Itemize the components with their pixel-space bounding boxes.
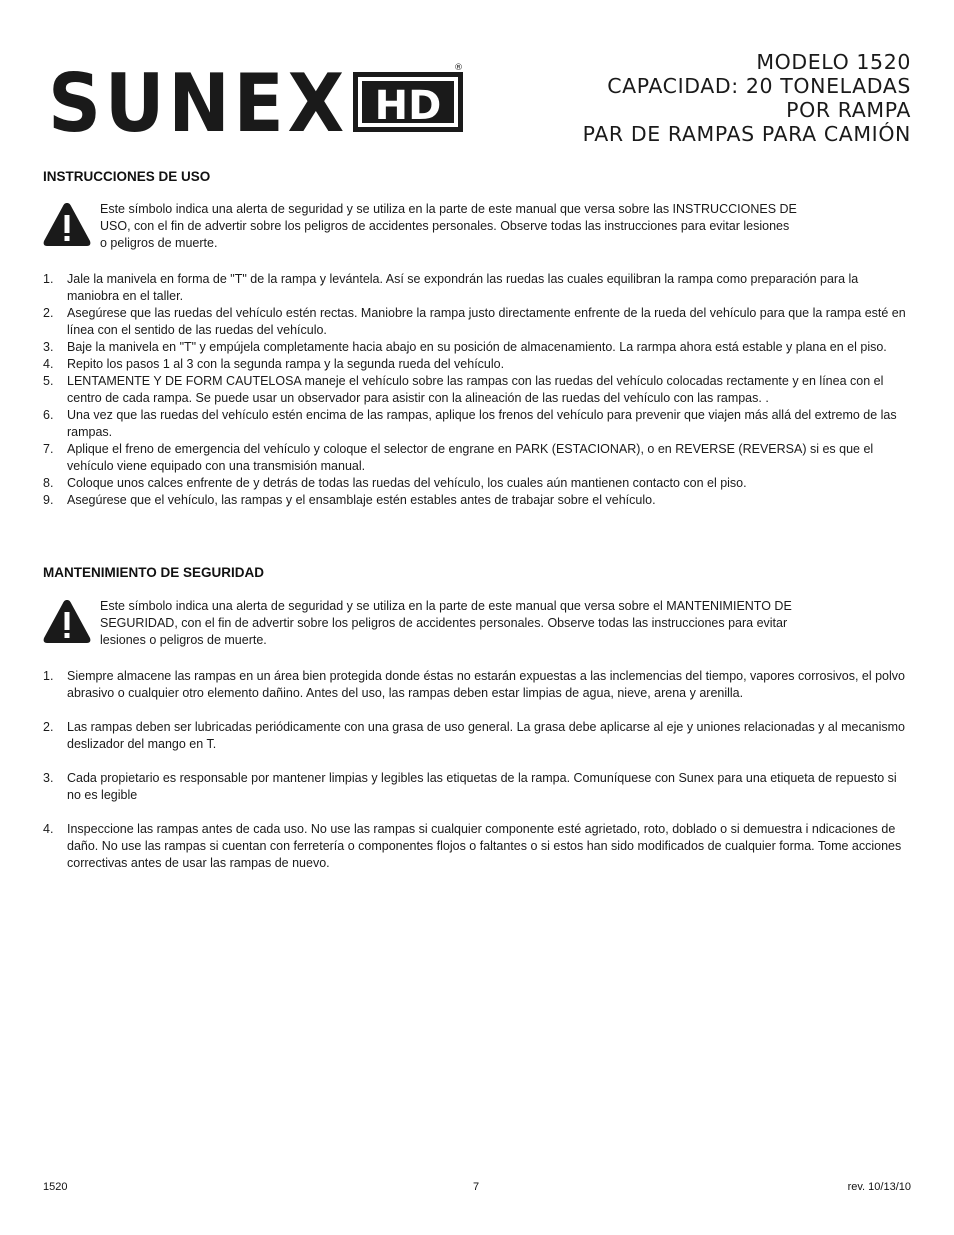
title-capacity: CAPACIDAD: 20 TONELADAS (607, 74, 911, 98)
step-number: 1. (43, 669, 54, 683)
warning-text-use (100, 201, 870, 252)
step-text: LENTAMENTE Y DE FORM CAUTELOSA maneje el vehículo sobre las rampas con las ruedas del vehículo colocadas rectamente y en línea con el centro de cada rampa. Se puede usar un observador para asistir con la alineación de las ruedas del vehículo con las rampas. . (67, 374, 884, 405)
step-text: Inspeccione las rampas antes de cada uso. No use las rampas si cualquier componente esté agrietado, roto, doblado o si demuestra i ndicaciones de daño. No use las rampas si cuentan con ferretería o componentes flojos o faltantes o si estos han sido modificados de cualquier forma. Tome acciones correctivas antes de usar las rampas de nuevo. (67, 822, 902, 870)
list-item (43, 356, 913, 373)
warning-line: o peligros de muerte. (100, 236, 218, 250)
step-number: 4. (43, 357, 54, 371)
sunex-hd-logo (48, 62, 468, 138)
footer-page-number: 7 (473, 1181, 480, 1193)
step-number: 8. (43, 476, 54, 490)
title-per-ramp: POR RAMPA (786, 98, 911, 122)
step-text: Coloque unos calces enfrente de y detrás de todas las ruedas del vehículo, los cuales aún mantienen contacto con el piso. (67, 476, 747, 490)
step-number: 4. (43, 822, 54, 836)
warning-line: lesiones o peligros de muerte. (100, 633, 267, 647)
use-steps-list (43, 271, 913, 509)
step-text: Una vez que las ruedas del vehículo estén encima de las rampas, aplique los frenos del vehículo para prevenir que viajen más allá del extremo de las rampas. (67, 408, 897, 439)
list-item (43, 770, 913, 804)
step-text: Cada propietario es responsable por mantener limpias y legibles las etiquetas de la rampa. Comuníquese con Sunex para una etiqueta de repuesto si no es legible (67, 771, 897, 802)
step-number: 3. (43, 340, 54, 354)
document-title (583, 50, 911, 146)
warning-text-maintenance (100, 598, 870, 649)
step-text: Repito los pasos 1 al 3 con la segunda rampa y la segunda rueda del vehículo. (67, 357, 505, 371)
step-text: Las rampas deben ser lubricadas periódicamente con una grasa de uso general. La grasa debe aplicarse al eje y uniones relacionadas y al mecanismo deslizador del mango en T. (67, 720, 906, 751)
step-text: Baje la manivela en "T" y empújela completamente hacia abajo en su posición de almacenamiento. La rarmpa ahora está estable y plana en el piso. (67, 340, 887, 354)
sunex-hd-logo-graphic (48, 62, 468, 138)
step-number: 7. (43, 442, 54, 456)
step-number: 5. (43, 374, 54, 388)
list-item (43, 407, 913, 441)
warning-line: USO, con el fin de advertir sobre los peligros de accidentes personales. Observe todas las instrucciones para evitar lesiones (100, 219, 790, 233)
logo-hd: HD (374, 83, 442, 129)
step-number: 6. (43, 408, 54, 422)
step-number: 2. (43, 306, 54, 320)
warning-line: Este símbolo indica una alerta de seguridad y se utiliza en la parte de este manual que versa sobre las INSTRUCCIONES DE (100, 202, 797, 216)
title-product: PAR DE RAMPAS PARA CAMIÓN (582, 122, 911, 146)
step-text: Jale la manivela en forma de "T" de la rampa y levántela. Así se expondrán las ruedas las cuales equilibran la rampa como preparación para la maniobra en el taller. (67, 272, 859, 303)
warning-triangle-icon (42, 201, 92, 247)
step-number: 9. (43, 493, 54, 507)
list-item (43, 668, 913, 702)
title-model: MODELO 1520 (756, 50, 911, 74)
registered-mark: ® (454, 63, 463, 73)
warning-line: Este símbolo indica una alerta de seguridad y se utiliza en la parte de este manual que versa sobre el MANTENIMIENTO DE (100, 599, 792, 613)
footer-model: 1520 (43, 1181, 68, 1193)
list-item (43, 719, 913, 753)
section-heading-use: INSTRUCCIONES DE USO (43, 169, 211, 184)
step-number: 3. (43, 771, 54, 785)
warning-line: SEGURIDAD, con el fin de advertir sobre los peligros de accidentes personales. Observe todas las instrucciones para evitar (100, 616, 788, 630)
section-heading-maintenance: MANTENIMIENTO DE SEGURIDAD (43, 565, 265, 580)
step-text: Asegúrese que el vehículo, las rampas y el ensamblaje estén estables antes de trabajar sobre el vehículo. (67, 493, 656, 507)
step-text: Aplique el freno de emergencia del vehículo y coloque el selector de engrane en PARK (ESTACIONAR), o en REVERSE (REVERSA) si es que el vehículo viene equipado con una transmisión manual. (67, 442, 874, 473)
list-item (43, 441, 913, 475)
step-number: 1. (43, 272, 54, 286)
step-number: 2. (43, 720, 54, 734)
warning-triangle-icon (42, 598, 92, 644)
logo-wordmark: SUNEX (48, 62, 348, 138)
list-item (43, 821, 913, 872)
list-item (43, 475, 913, 492)
footer-revision: rev. 10/13/10 (847, 1181, 911, 1193)
list-item (43, 373, 913, 407)
maintenance-steps-list (43, 668, 913, 889)
list-item (43, 492, 913, 509)
list-item (43, 305, 913, 339)
step-text: Siempre almacene las rampas en un área bien protegida donde éstas no estarán expuestas a las inclemencias del tiempo, vapores corrosivos, el polvo abrasivo o cualquier otro elemento dañino. Antes del uso, las rampas deben estar limpias de agua, nieve, arena y arenilla. (67, 669, 905, 700)
list-item (43, 339, 913, 356)
list-item (43, 271, 913, 305)
step-text: Asegúrese que las ruedas del vehículo estén rectas. Maniobre la rampa justo directamente enfrente de la rueda del vehículo para que la rampa esté en línea con el sentido de las ruedas del vehículo. (67, 306, 906, 337)
